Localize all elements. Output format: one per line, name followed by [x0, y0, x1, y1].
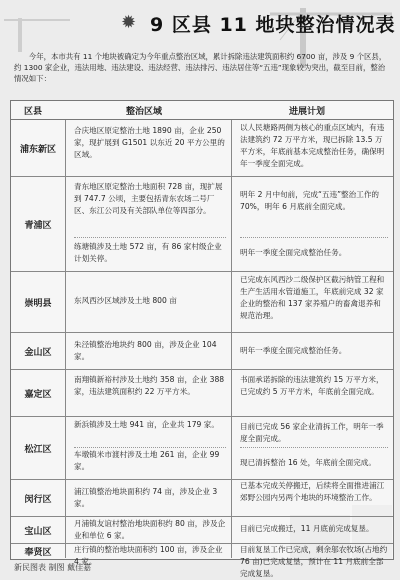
area-cell: [65, 177, 232, 271]
area-text: 新浜镇涉及土地 941 亩，企业共 179 家。: [74, 420, 219, 429]
plan-text: 明年一季度全面完成整治任务。: [240, 346, 347, 355]
district-name: 闵行区: [24, 494, 52, 505]
plan-text: 明年一季度全面完成整治任务。: [240, 248, 347, 257]
district-name: 奉贤区: [24, 547, 52, 558]
area-cell: [65, 544, 232, 566]
table-row: [11, 480, 393, 517]
area-cell: [65, 370, 232, 416]
plan-cell: [231, 544, 394, 578]
area-text: 庄行镇的整治地块面积约 100 亩，涉及企业 4 家。: [74, 545, 223, 566]
area-text: 练塘镇涉及土地 572 亩，有 86 家村级企业计划关停。: [74, 242, 222, 263]
area-text: 南翔镇新裕村涉及土地约 358 亩，企业 388 家，违法建筑面积约 22 万平方米。: [74, 375, 225, 396]
plan-cell: [231, 480, 394, 516]
area-cell: [65, 272, 232, 332]
plan-text: 目前已完成 56 家企业清拆工作，明年一季度全面完成。: [240, 422, 384, 443]
plan-text: 明年 2 月中旬前，完成“五违”整治工作的 70%，明年 6 月底前全面完成。: [240, 190, 380, 211]
area-text: 朱泾镇整治地块约 800 亩，涉及企业 104 家。: [74, 340, 217, 361]
area-text: 浦江镇整治地块面积约 74 亩，涉及企业 3 家。: [74, 487, 218, 508]
area-text: 青东地区原定整治土地面积 728 亩，现扩展到 747.7 公顷，主要包括青东农场二号厂区、东江公司及有关部队单位等四部分。: [74, 182, 223, 215]
table-row: [11, 272, 393, 333]
header-area: 整治区域: [126, 107, 163, 117]
header-plan: 进展计划: [289, 107, 326, 117]
table-row: [11, 120, 393, 177]
plan-cell: [231, 517, 394, 543]
area-cell: [65, 517, 232, 543]
plan-text: 目前复垦工作已完成，剩余邬农牧场(占地约 76 亩)已完成复垦，预计在 11 月底前全部完成复垦。: [240, 545, 388, 578]
cell-divider: [74, 237, 226, 238]
plan-text: 目前已完成搬迁，11 月底前完成复垦。: [240, 524, 374, 533]
table-row: [11, 333, 393, 370]
cell-divider: [240, 447, 388, 448]
area-text: 合庆地区原定整治土地 1890 亩，企业 250 家，现扩展到 G1501 以东近 20 平方公里的区域。: [74, 126, 225, 159]
district-name: 宝山区: [24, 526, 52, 537]
plan-cell: [231, 333, 394, 369]
plan-cell: [231, 120, 394, 176]
area-text: 月浦镇友谊村整治地块面积约 80 亩，涉及企业和单位 6 家。: [74, 519, 226, 540]
page-title: 9 区县 11 地块整治情况表: [150, 14, 396, 36]
plan-text: 已完成东风西沙二级保护区截污纳管工程和生产生活用水管道施工，年底前完成 32 家企业的整治和 137 家养殖户的畜禽退养和规范治理。: [240, 275, 385, 320]
plan-cell: [231, 417, 394, 479]
district-name: 崇明县: [24, 298, 52, 309]
area-text: 车墩镇米市渡村涉及土地 261 亩，企业 99 家。: [74, 450, 220, 471]
area-cell: [65, 333, 232, 369]
table-row: [11, 177, 393, 272]
intro-paragraph: 今年，本市共有 11 个地块被确定为今年重点整治区域，累计拆除违法建筑面积约 6700 亩，涉及 9 个区县，约 1300 家企业，违法用地、违法建设、违法经营、违法排污、违法居住等“五违”现象较为突出，截至目前，整治情况如下：: [14, 52, 387, 83]
plan-cell: [231, 370, 394, 416]
plan-text: 现已清拆整治 16 处，年底前全面完成。: [240, 458, 376, 467]
district-name: 嘉定区: [24, 389, 52, 400]
table-row: [11, 370, 393, 417]
plan-cell: [231, 272, 394, 332]
table-header: [11, 101, 393, 120]
area-text: 东风西沙区域涉及土地 800 亩: [74, 296, 177, 305]
plan-text: 以人民塘路两侧为核心的重点区域内，有违法建筑约 72 万平方米，现已拆除 13.5 万平方米，年底前基本完成整治任务，确保明年一季度全面完成。: [240, 123, 385, 168]
table-row: [11, 417, 393, 480]
cell-divider: [74, 447, 226, 448]
area-cell: [65, 417, 232, 479]
header-district: 区县: [24, 107, 43, 117]
area-cell: [65, 480, 232, 516]
district-name: 松江区: [24, 444, 52, 455]
plan-cell: [231, 177, 394, 271]
plan-text: 已基本完成关停搬迁，后续将全面推进浦江郊野公园内另两个地块的环境整治工作。: [240, 481, 385, 502]
table-row: [11, 517, 393, 544]
district-name: 青浦区: [24, 220, 52, 231]
area-cell: [65, 120, 232, 176]
plan-text: 书面承诺拆除的违法建筑约 15 万平方米，已完成约 5 万平方米，年底前全面完成。: [240, 375, 384, 396]
cell-divider: [240, 237, 388, 238]
district-name: 金山区: [24, 347, 52, 358]
sun-icon: ✹: [121, 12, 137, 33]
credit-line: 新民图表 制图 戴佳嘉: [14, 563, 92, 572]
district-name: 浦东新区: [19, 144, 56, 155]
